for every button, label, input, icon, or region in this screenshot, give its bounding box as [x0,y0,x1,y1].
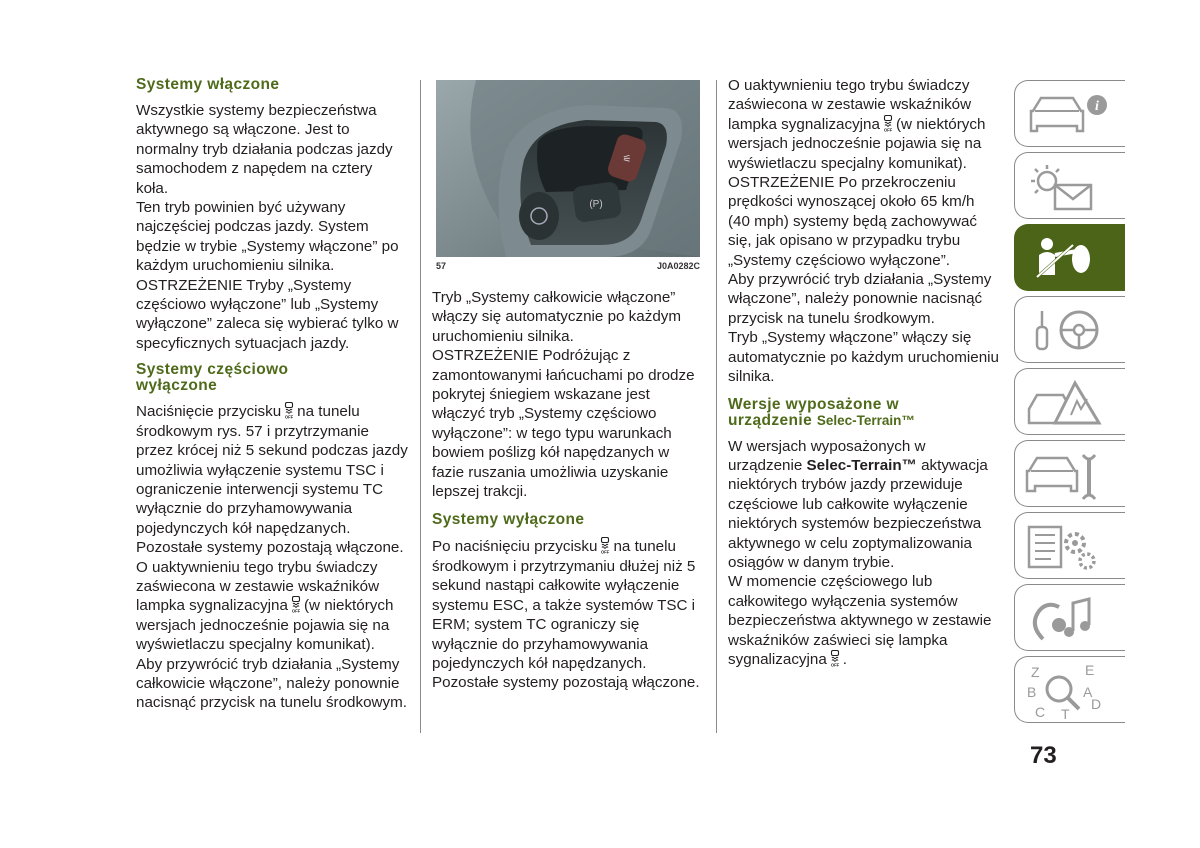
esc-off-icon [283,402,295,419]
paragraph [136,558,408,655]
paragraph: OSTRZEŻENIE Tryby „Systemy częściowo wyłączone” lub „Systemy wyłączone” zaleca się wybierać tylko w specyficznych sytuacjach jazdy. [136,276,399,352]
svg-text:E: E [1085,662,1095,678]
paragraph: Aby przywrócić tryb działania „Systemy włączone”, należy ponownie nacisnąć przycisk na tunelu środkowym. [728,271,992,327]
column-1 [136,76,408,713]
esc-off-icon [290,596,302,613]
paragraph [136,402,408,538]
text: Po naciśnięciu przycisku [432,538,598,556]
paragraph: Wszystkie systemy bezpieczeństwa aktywnego są włączone. Jest to normalny tryb działania podczas jazdy samochodem z napędem na cztery koła. [136,102,393,197]
heading-line: wyłączone [136,377,218,395]
text: O uaktywnieniu tego trybu świadczy zaświecona w zestawie wskaźników lampka sygnalizacyjna [728,77,972,133]
paragraph [728,572,1000,669]
car-info-icon [1015,81,1126,148]
tab-car-info[interactable] [1014,80,1125,147]
svg-text:A: A [1083,684,1093,700]
svg-text:i: i [1095,99,1099,114]
tab-emergency[interactable] [1014,368,1125,435]
tab-lights-messages[interactable] [1014,152,1125,219]
lights-envelope-icon [1015,153,1126,220]
text: W momencie częściowego lub całkowitego wyłączenia systemów bezpieczeństwa aktywnego w zestawie wskaźników zaświeci się lampka sygnalizacyjna [728,573,992,668]
svg-text:⚟: ⚟ [622,154,632,165]
heading-line: urządzenie [728,411,813,429]
multimedia-note-icon [1015,585,1126,652]
car-warning-triangle-icon [1015,369,1126,436]
text: aktywacja niektórych trybów jazdy przewiduje częściowe lub całkowite wyłączenie niektórych systemów bezpieczeństwa aktywnego w celu zoptymalizowania osiągów w danym trybie. [728,456,988,571]
tab-maintenance[interactable] [1014,440,1125,507]
tab-multimedia[interactable] [1014,584,1125,651]
svg-text:T: T [1061,706,1070,722]
heading-systems-on: Systemy włączone [136,76,280,93]
paragraph: Tryb „Systemy całkowicie włączone” włączy się automatycznie po każdym uruchomieniu silnika. [432,289,682,345]
paragraph [728,437,1000,573]
paragraph: Tryb „Systemy włączone” włączy się automatycznie po każdym uruchomieniu silnika. [728,329,999,386]
heading-systems-off: Systemy wyłączone [432,511,585,529]
text: W wersjach wyposażonych w urządzenie [728,437,926,474]
list-gears-icon [1015,513,1126,580]
text: Naciśnięcie przycisku [136,403,282,421]
paragraph: Aby przywrócić tryb działania „Systemy całkowicie włączone”, należy ponownie nacisnąć przycisk na tunelu środkowym. [136,655,407,712]
tab-technical-data[interactable] [1014,512,1125,579]
esc-off-icon [829,650,841,667]
text: (w niektórych wersjach jednocześnie pojawia się na wyświetlaczu specjalny komunikat). [728,115,986,172]
text: na tunelu środkowym i przytrzymaniu dłużej niż 5 sekund nastąpi całkowite wyłączenie systemu ESC, a także systemów TSC i ERM; system TC ograniczy się wyłącznie do przyhamowywania pojedynczych kół napędzanych. [432,538,696,672]
column-divider [420,80,421,733]
figure-number: 57 [436,261,447,271]
heading-line: Wersje wyposażone w [728,395,899,413]
paragraph: Ten tryb powinien być używany najczęściej podczas jazdy. System będzie w trybie „Systemy włączone” po każdym uruchomieniu silnika. [136,199,399,275]
bold-text: Selec-Terrain™ [806,456,917,474]
paragraph [432,537,704,673]
svg-text:B: B [1027,684,1037,700]
svg-text:Z: Z [1031,664,1040,680]
figure-photo [436,80,700,257]
paragraph: OSTRZEŻENIE Podróżując z zamontowanymi łańcuchami po drodze pokrytej śniegiem wskazane jest włączyć tryb „Systemy częściowo wyłączone”: w tego typu warunkach bowiem poślizg kół napędzanych w fazie ruszania umożliwia uzyskanie lepszej trakcji. [432,347,695,501]
alphabet-index-icon [1015,657,1126,724]
paragraph: Pozostałe systemy pozostają włączone. [432,674,700,692]
heading-selec-terrain [728,397,1000,429]
esc-off-icon [882,115,894,132]
esc-off-icon [599,537,611,554]
svg-text:(P): (P) [589,199,603,210]
figure-code: J0A0282C [656,261,700,271]
airbag-safety-icon [1015,225,1126,292]
text: (w niektórych wersjach jednocześnie pojawia się na wyświetlaczu specjalny komunikat). [136,597,394,654]
column-divider [716,80,717,733]
page-number: 73 [1030,742,1057,769]
heading-systems-partially-off [136,362,408,394]
key-steering-wheel-icon [1015,297,1126,364]
text: O uaktywnieniu tego trybu świadczy zaświecona w zestawie wskaźników lampka sygnalizacyjna [136,558,380,615]
column-3 [728,76,1000,669]
svg-text:D: D [1091,696,1102,712]
heading-line: Systemy częściowo [136,361,289,379]
column-2 [432,288,704,693]
text: na tunelu środkowym rys. 57 i przytrzymanie przez krócej niż 5 sekund podczas jazdy umożliwia wyłączenie systemu TSC i ograniczenie interwencji systemu TC wyłącznie do przyhamowywania pojedynczych kół napędzanych. [136,403,408,537]
tab-starting-driving[interactable] [1014,296,1125,363]
svg-text:C: C [1035,704,1046,720]
text: . [842,650,848,668]
tab-safety[interactable] [1014,224,1125,291]
paragraph [728,76,1000,173]
tab-index[interactable] [1014,656,1125,723]
heading-line: Selec-Terrain™ [816,412,915,428]
paragraph: Pozostałe systemy pozostają włączone. [136,539,404,557]
paragraph: OSTRZEŻENIE Po przekroczeniu prędkości wynoszącej około 65 km/h (40 mph) systemy będą zachowywać się, jak opisano w przypadku trybu „Systemy częściowo wyłączone”. [728,174,978,269]
figure-caption [436,261,700,271]
car-wrench-icon [1015,441,1126,508]
